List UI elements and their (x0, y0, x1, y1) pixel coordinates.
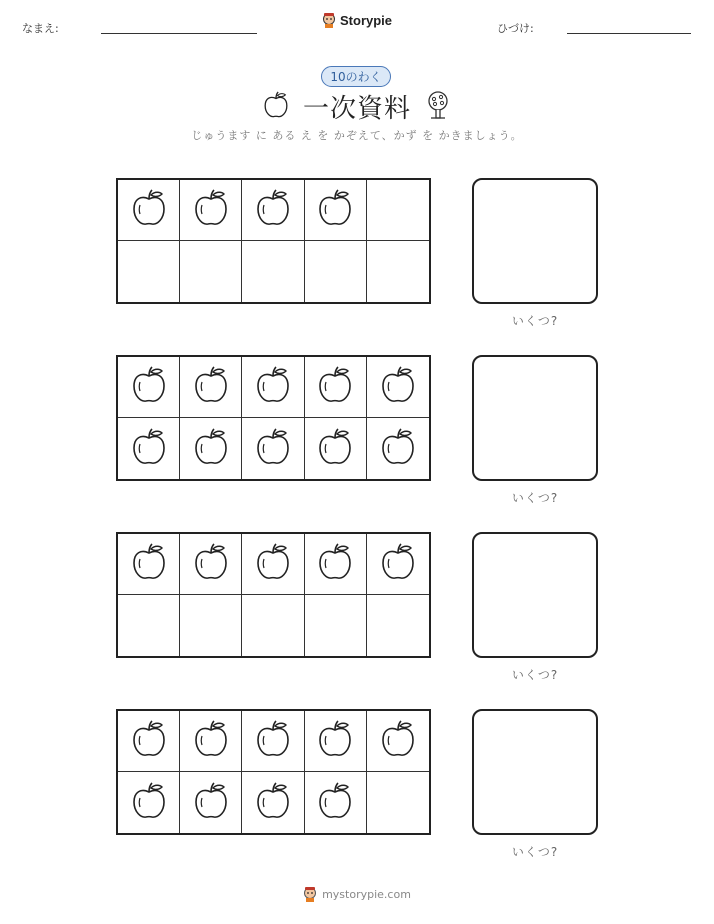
apple-icon (131, 366, 167, 408)
answer-prompt-2: いくつ? (511, 491, 559, 505)
topic-badge: 10のわく (321, 66, 391, 87)
apple-icon (380, 428, 416, 470)
answer-box-1[interactable] (472, 178, 598, 304)
apple-icon (255, 782, 291, 824)
frame-cell (242, 534, 304, 595)
frame-cell (118, 418, 180, 479)
frame-cell (118, 357, 180, 418)
name-label: なまえ: (22, 22, 59, 35)
apple-icon (255, 189, 291, 231)
ten-frame-4 (116, 709, 431, 835)
apple-icon (317, 366, 353, 408)
frame-cell (305, 180, 367, 241)
ten-frame-3 (116, 532, 431, 658)
frame-cell (118, 772, 180, 833)
frame-cell (180, 418, 242, 479)
apple-icon (317, 189, 353, 231)
frame-cell (305, 772, 367, 833)
frame-cell (242, 357, 304, 418)
apple-icon (380, 543, 416, 585)
apple-icon (193, 428, 229, 470)
frame-cell (305, 418, 367, 479)
answer-box-2[interactable] (472, 355, 598, 481)
answer-prompt-4: いくつ? (511, 845, 559, 859)
frame-cell (242, 180, 304, 241)
frame-cell (180, 711, 242, 772)
frame-cell (118, 534, 180, 595)
apple-icon (317, 543, 353, 585)
frame-cell (118, 595, 180, 656)
frame-cell (367, 418, 429, 479)
frame-cell (242, 595, 304, 656)
frame-cell (180, 595, 242, 656)
frame-cell (242, 711, 304, 772)
ten-frame-1 (116, 178, 431, 304)
apple-icon (193, 189, 229, 231)
frame-cell (305, 534, 367, 595)
answer-box-3[interactable] (472, 532, 598, 658)
frame-cell (305, 711, 367, 772)
apple-icon (317, 720, 353, 762)
frame-cell (118, 180, 180, 241)
frame-cell (242, 241, 304, 302)
frame-cell (305, 241, 367, 302)
apple-icon (380, 366, 416, 408)
apple-icon (193, 543, 229, 585)
footer (0, 886, 714, 902)
frame-cell (305, 595, 367, 656)
apple-icon (255, 428, 291, 470)
apple-icon (131, 543, 167, 585)
apple-icon (255, 366, 291, 408)
frame-cell (242, 772, 304, 833)
frame-cell (180, 357, 242, 418)
apple-icon (193, 782, 229, 824)
brand-name: Storypie (340, 12, 393, 28)
apple-icon (131, 720, 167, 762)
frame-cell (367, 241, 429, 302)
page-title: 一次資料 (302, 94, 411, 124)
frame-cell (180, 241, 242, 302)
frame-cell (305, 357, 367, 418)
apple-icon (131, 782, 167, 824)
date-label: ひづけ: (497, 22, 534, 35)
frame-cell (180, 180, 242, 241)
footer-url[interactable]: mystorypie.com (322, 887, 411, 901)
frame-cell (367, 534, 429, 595)
frame-cell (242, 418, 304, 479)
frame-cell (180, 772, 242, 833)
apple-icon (317, 428, 353, 470)
frame-cell (180, 534, 242, 595)
answer-prompt-1: いくつ? (511, 314, 559, 328)
frame-cell (118, 241, 180, 302)
apple-icon (131, 428, 167, 470)
frame-cell (367, 595, 429, 656)
ten-frame-2 (116, 355, 431, 481)
storypie-mascot-icon (322, 12, 336, 28)
frame-cell (367, 772, 429, 833)
frame-cell (367, 180, 429, 241)
storypie-mascot-icon (303, 886, 317, 902)
apple-icon (255, 720, 291, 762)
name-line[interactable] (101, 33, 257, 34)
apple-icon (317, 782, 353, 824)
answer-prompt-3: いくつ? (511, 668, 559, 682)
frame-cell (118, 711, 180, 772)
apple-icon (193, 366, 229, 408)
brand-logo (322, 12, 392, 28)
tree-icon (425, 90, 451, 124)
instructions: じゅうます に ある え を かぞえて、かず を かきましょう。 (191, 129, 523, 142)
frame-cell (367, 357, 429, 418)
apple-icon (255, 543, 291, 585)
apple-icon (380, 720, 416, 762)
answer-box-4[interactable] (472, 709, 598, 835)
apple-icon (193, 720, 229, 762)
apple-icon (131, 189, 167, 231)
frame-cell (367, 711, 429, 772)
date-line[interactable] (567, 33, 691, 34)
